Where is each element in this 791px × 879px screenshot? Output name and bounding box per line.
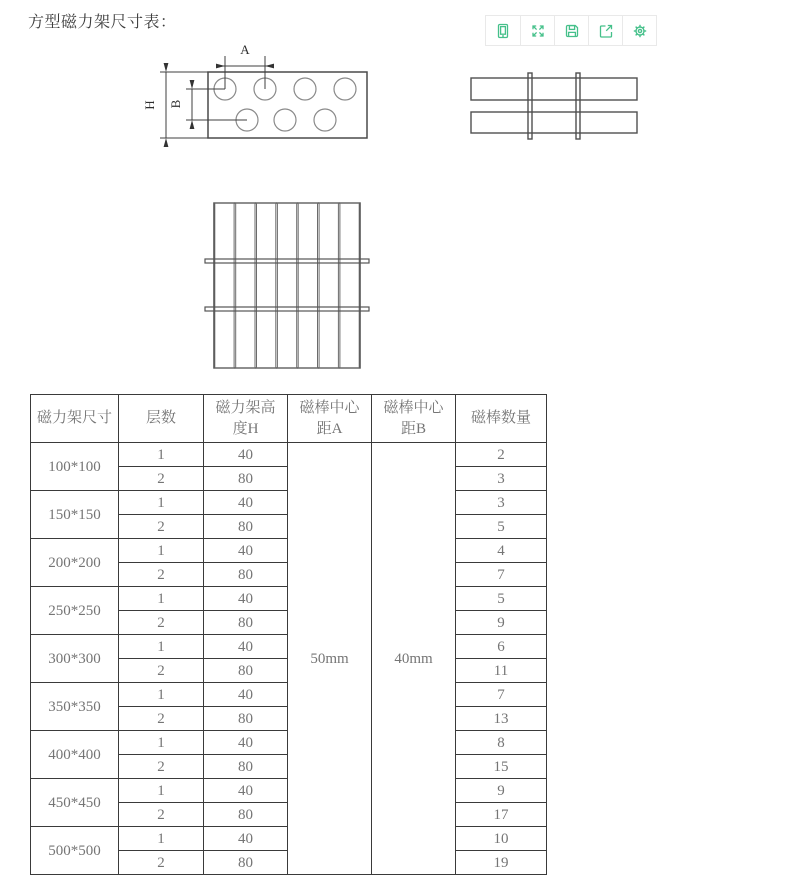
layers-cell: 2 bbox=[119, 803, 204, 827]
layers-cell: 2 bbox=[119, 611, 204, 635]
image-toolbar bbox=[485, 15, 657, 46]
height-cell: 40 bbox=[204, 731, 288, 755]
mobile-preview-button[interactable] bbox=[486, 16, 520, 45]
size-cell: 150*150 bbox=[31, 491, 119, 539]
size-cell: 450*450 bbox=[31, 779, 119, 827]
height-cell: 80 bbox=[204, 563, 288, 587]
bar-count-cell: 5 bbox=[456, 515, 547, 539]
layers-cell: 1 bbox=[119, 827, 204, 851]
front-view-drawing bbox=[140, 42, 380, 147]
height-cell: 80 bbox=[204, 515, 288, 539]
center-distance-a-cell: 50mm bbox=[288, 443, 372, 875]
bar-count-cell: 6 bbox=[456, 635, 547, 659]
center-distance-b-cell: 40mm bbox=[372, 443, 456, 875]
page-title: 方型磁力架尺寸表： bbox=[28, 14, 177, 31]
height-cell: 80 bbox=[204, 755, 288, 779]
dimension-b bbox=[186, 89, 247, 120]
height-cell: 80 bbox=[204, 803, 288, 827]
bar-count-cell: 13 bbox=[456, 707, 547, 731]
height-cell: 40 bbox=[204, 683, 288, 707]
bar-count-cell: 11 bbox=[456, 659, 547, 683]
side-frame-bar-top bbox=[471, 78, 637, 100]
height-cell: 40 bbox=[204, 491, 288, 515]
bar-count-cell: 3 bbox=[456, 491, 547, 515]
size-cell: 100*100 bbox=[31, 443, 119, 491]
height-cell: 40 bbox=[204, 827, 288, 851]
save-button[interactable] bbox=[554, 16, 588, 45]
bar-count-cell: 7 bbox=[456, 683, 547, 707]
height-cell: 80 bbox=[204, 851, 288, 875]
header-center-b: 磁棒中心距B bbox=[372, 395, 456, 443]
export-button[interactable] bbox=[588, 16, 622, 45]
header-size: 磁力架尺寸 bbox=[31, 395, 119, 443]
height-cell: 40 bbox=[204, 779, 288, 803]
magnet-holes-bottom-row bbox=[236, 109, 336, 131]
magnet-holes-top-row bbox=[214, 78, 356, 100]
layers-cell: 2 bbox=[119, 515, 204, 539]
top-cross-bars bbox=[205, 259, 369, 311]
bar-count-cell: 10 bbox=[456, 827, 547, 851]
size-cell: 250*250 bbox=[31, 587, 119, 635]
height-cell: 40 bbox=[204, 635, 288, 659]
bar-count-cell: 3 bbox=[456, 467, 547, 491]
top-slot-columns bbox=[215, 203, 359, 368]
table-row bbox=[31, 443, 547, 467]
height-cell: 40 bbox=[204, 443, 288, 467]
dimension-label-a: A bbox=[240, 42, 250, 57]
header-layers: 层数 bbox=[119, 395, 204, 443]
layers-cell: 2 bbox=[119, 467, 204, 491]
layers-cell: 1 bbox=[119, 683, 204, 707]
export-icon bbox=[598, 23, 614, 39]
header-row bbox=[31, 395, 547, 443]
dimension-label-b: B bbox=[168, 99, 183, 109]
bar-count-cell: 15 bbox=[456, 755, 547, 779]
save-icon bbox=[564, 23, 580, 39]
layers-cell: 1 bbox=[119, 635, 204, 659]
header-center-a: 磁棒中心距A bbox=[288, 395, 372, 443]
layers-cell: 1 bbox=[119, 491, 204, 515]
header-height: 磁力架高度H bbox=[204, 395, 288, 443]
size-cell: 350*350 bbox=[31, 683, 119, 731]
bar-count-cell: 9 bbox=[456, 611, 547, 635]
side-frame-bar-bottom bbox=[471, 112, 637, 133]
side-rod-right bbox=[576, 73, 580, 139]
spec-table-body bbox=[31, 443, 547, 875]
layers-cell: 1 bbox=[119, 731, 204, 755]
size-cell: 400*400 bbox=[31, 731, 119, 779]
header-bar-count: 磁棒数量 bbox=[456, 395, 547, 443]
side-view-drawing bbox=[465, 66, 645, 146]
layers-cell: 2 bbox=[119, 851, 204, 875]
settings-icon bbox=[632, 23, 648, 39]
height-cell: 80 bbox=[204, 611, 288, 635]
layers-cell: 2 bbox=[119, 659, 204, 683]
layers-cell: 2 bbox=[119, 755, 204, 779]
spec-table bbox=[30, 394, 547, 875]
bar-count-cell: 9 bbox=[456, 779, 547, 803]
height-cell: 40 bbox=[204, 539, 288, 563]
height-cell: 80 bbox=[204, 467, 288, 491]
height-cell: 40 bbox=[204, 587, 288, 611]
top-view-drawing bbox=[200, 198, 375, 373]
fullscreen-icon bbox=[530, 23, 546, 39]
rack-body-outline bbox=[208, 72, 367, 138]
layers-cell: 1 bbox=[119, 779, 204, 803]
bar-count-cell: 17 bbox=[456, 803, 547, 827]
height-cell: 80 bbox=[204, 707, 288, 731]
size-cell: 200*200 bbox=[31, 539, 119, 587]
bar-count-cell: 4 bbox=[456, 539, 547, 563]
bar-count-cell: 2 bbox=[456, 443, 547, 467]
size-cell: 300*300 bbox=[31, 635, 119, 683]
layers-cell: 1 bbox=[119, 539, 204, 563]
bar-count-cell: 19 bbox=[456, 851, 547, 875]
bar-count-cell: 7 bbox=[456, 563, 547, 587]
layers-cell: 1 bbox=[119, 443, 204, 467]
bar-count-cell: 8 bbox=[456, 731, 547, 755]
dimension-label-h: H bbox=[142, 100, 157, 110]
height-cell: 80 bbox=[204, 659, 288, 683]
layers-cell: 2 bbox=[119, 707, 204, 731]
size-cell: 500*500 bbox=[31, 827, 119, 875]
bar-count-cell: 5 bbox=[456, 587, 547, 611]
layers-cell: 1 bbox=[119, 587, 204, 611]
side-rod-left bbox=[528, 73, 532, 139]
settings-button[interactable] bbox=[622, 16, 656, 45]
fullscreen-button[interactable] bbox=[520, 16, 554, 45]
mobile-preview-icon bbox=[495, 23, 511, 39]
layers-cell: 2 bbox=[119, 563, 204, 587]
